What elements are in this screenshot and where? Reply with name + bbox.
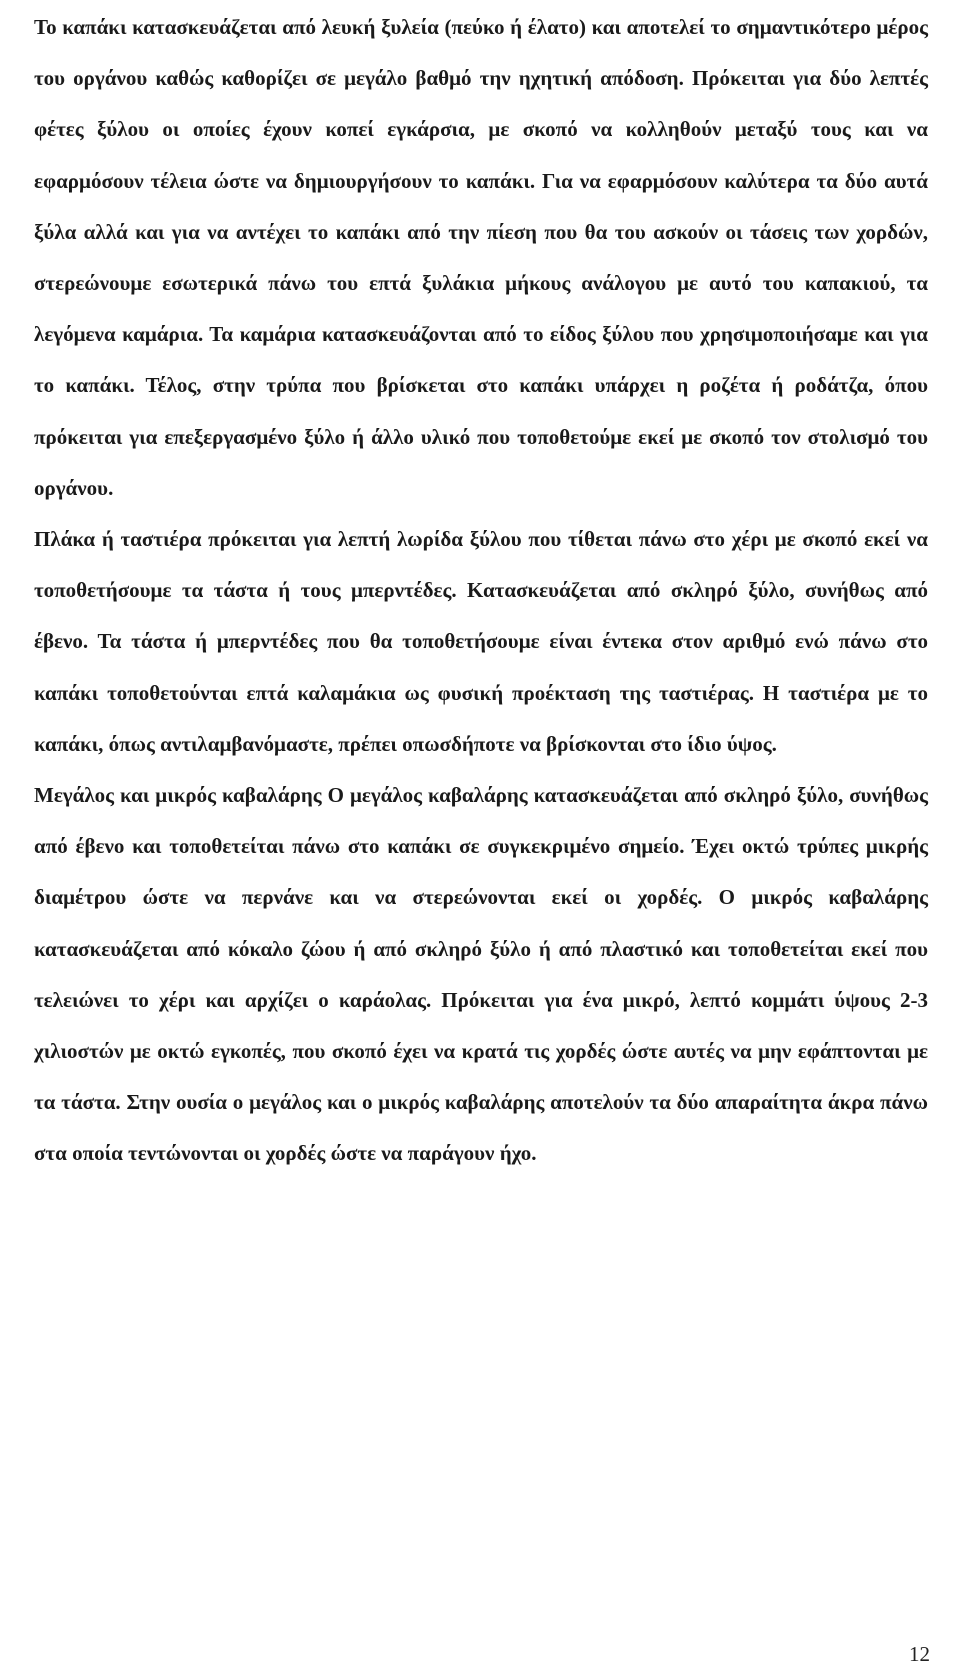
page-number: 12 — [909, 1642, 930, 1666]
document-body — [34, 2, 928, 1180]
paragraph-soundboard: Το καπάκι κατασκευάζεται από λευκή ξυλεία (πεύκο ή έλατο) και αποτελεί το σημαντικότερο μέρος του οργάνου καθώς καθορίζει σε μεγάλο βαθμό την ηχητική απόδοση. Πρόκειται για δύο λεπτές φέτες ξύλου οι οποίες έχουν κοπεί εγκάρσια, με σκοπό να κολληθούν μεταξύ τους και να εφαρμόσουν τέλεια ώστε να δημιουργήσουν το καπάκι. Για να εφαρμόσουν καλύτερα τα δύο αυτά ξύλα αλλά και για να αντέχει το καπάκι από την πίεση που θα του ασκούν οι τάσεις των χορδών, στερεώνουμε εσωτερικά πάνω του επτά ξυλάκια μήκους ανάλογου με αυτό του καπακιού, τα λεγόμενα καμάρια. Τα καμάρια κατασκευάζονται από το είδος ξύλου που χρησιμοποιήσαμε και για το καπάκι. Τέλος, στην τρύπα που βρίσκεται στο καπάκι υπάρχει η ροζέτα ή ροδάτζα, όπου πρόκειται για επεξεργασμένο ξύλο ή άλλο υλικό που τοποθετούμε εκεί με σκοπό τον στολισμό του οργάνου. — [34, 15, 928, 500]
paragraph-bridge-nut: Μεγάλος και μικρός καβαλάρης Ο μεγάλος καβαλάρης κατασκευάζεται από σκληρό ξύλο, συνήθως από έβενο και τοποθετείται πάνω στο καπάκι σε συγκεκριμένο σημείο. Έχει οκτώ τρύπες μικρής διαμέτρου ώστε να περνάνε και να στερεώνονται εκεί οι χορδές. Ο μικρός καβαλάρης κατασκευάζεται από κόκαλο ζώου ή από σκληρό ξύλο ή από πλαστικό και τοποθετείται εκεί που τελειώνει το χέρι και αρχίζει ο καράολας. Πρόκειται για ένα μικρό, λεπτό κομμάτι ύψους 2-3 χιλιοστών με οκτώ εγκοπές, που σκοπό έχει να κρατά τις χορδές ώστε αυτές να μην εφάπτονται με τα τάστα. Στην ουσία ο μεγάλος και ο μικρός καβαλάρης αποτελούν τα δύο απαραίτητα άκρα πάνω στα οποία τεντώνονται οι χορδές ώστε να παράγουν ήχο. — [34, 783, 928, 1166]
paragraph-fretboard: Πλάκα ή ταστιέρα πρόκειται για λεπτή λωρίδα ξύλου που τίθεται πάνω στο χέρι με σκοπό εκεί να τοποθετήσουμε τα τάστα ή τους μπερντέδες. Κατασκευάζεται από σκληρό ξύλο, συνήθως από έβενο. Τα τάστα ή μπερντέδες που θα τοποθετήσουμε είναι έντεκα στον αριθμό ενώ πάνω στο καπάκι τοποθετούνται επτά καλαμάκια ως φυσική προέκταση της ταστιέρας. Η ταστιέρα με το καπάκι, όπως αντιλαμβανόμαστε, πρέπει οπωσδήποτε να βρίσκονται στο ίδιο ύψος. — [34, 527, 928, 756]
